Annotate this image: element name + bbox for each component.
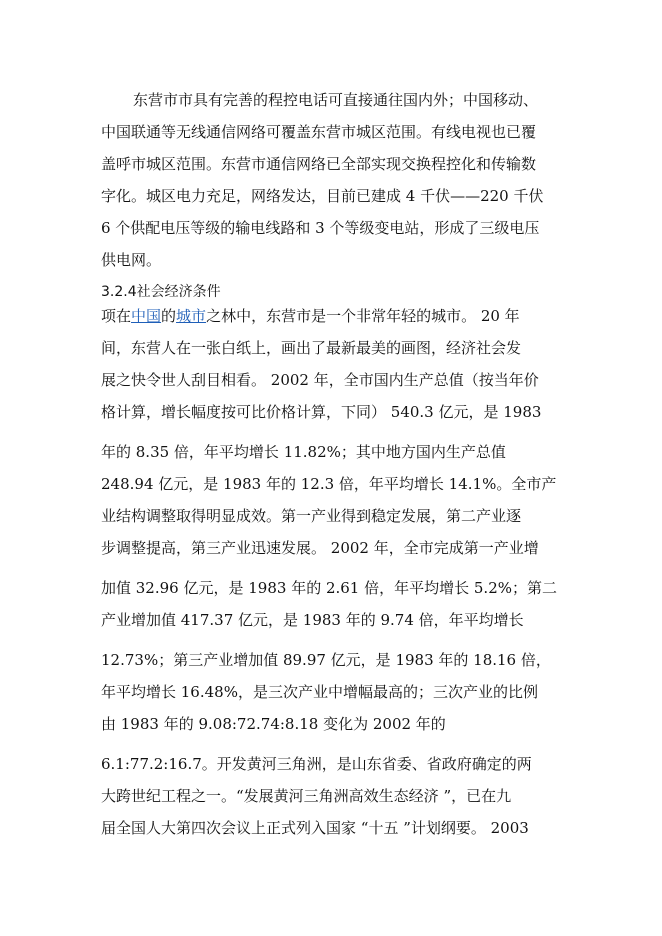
- paragraph-2-line-3: 展之快令世人刮目相看。 2002 年，全市国内生产总值（按当年价: [101, 371, 539, 389]
- paragraph-2-line-10: 产业增加值 417.37 亿元，是 1983 年的 9.74 倍，年平均增长: [101, 611, 524, 629]
- link-city[interactable]: 城市: [176, 307, 207, 325]
- paragraph-2-line-11: 12.73%；第三产业增加值 89.97 亿元，是 1983 年的 18.16 倍，: [101, 651, 551, 669]
- paragraph-1-line-2: 中国联通等无线通信网络可覆盖东营市城区范围。有线电视也已覆: [101, 123, 537, 141]
- paragraph-1-line-3: 盖呼市城区范围。东营市通信网络已全部实现交换程控化和传输数: [101, 155, 537, 173]
- link-china[interactable]: 中国: [131, 307, 162, 325]
- paragraph-2-line-1-post: 之林中，东营市是一个非常年轻的城市。 20 年: [206, 307, 520, 325]
- paragraph-2-line-6: 248.94 亿元，是 1983 年的 12.3 倍，年平均增长 14.1%。全市产: [101, 475, 557, 493]
- paragraph-2-line-1: [101, 306, 520, 326]
- paragraph-2-line-9: 加值 32.96 亿元，是 1983 年的 2.61 倍，年平均增长 5.2%；第二: [101, 579, 558, 597]
- paragraph-1-line-5: 6 个供配电压等级的输电线路和 3 个等级变电站，形成了三级电压: [101, 219, 540, 237]
- paragraph-1-line-6: 供电网。: [101, 251, 162, 269]
- paragraph-2-line-15: 大跨世纪工程之一。“发展黄河三角洲高效生态经济 ”，已在九: [101, 787, 512, 805]
- paragraph-2-line-1-mid: 的: [161, 307, 177, 325]
- paragraph-2-line-2: 间，东营人在一张白纸上，画出了最新最美的画图，经济社会发: [101, 339, 522, 357]
- paragraph-2-line-12: 年平均增长 16.48%，是三次产业中增幅最高的；三次产业的比例: [101, 683, 538, 701]
- paragraph-2-line-14: 6.1:77.2:16.7。开发黄河三角洲，是山东省委、省政府确定的两: [101, 755, 532, 773]
- paragraph-1-line-1: 东营市市具有完善的程控电话可直接通往国内外；中国移动、: [133, 91, 539, 109]
- paragraph-2-line-5: 年的 8.35 倍，年平均增长 11.82%；其中地方国内生产总值: [101, 443, 506, 461]
- paragraph-2-line-7: 业结构调整取得明显成效。第一产业得到稳定发展，第二产业逐: [101, 507, 522, 525]
- paragraph-2-line-13: 由 1983 年的 9.08:72.74:8.18 变化为 2002 年的: [101, 715, 446, 733]
- paragraph-1-line-4: 字化。城区电力充足，网络发达，目前已建成 4 千伏——220 千伏: [101, 187, 544, 205]
- paragraph-2-line-8: 步调整提高，第三产业迅速发展。 2002 年，全市完成第一产业增: [101, 539, 539, 557]
- paragraph-2-line-1-pre: 项在: [101, 307, 132, 325]
- paragraph-2-line-4: 格计算，增长幅度按可比价格计算，下同） 540.3 亿元，是 1983: [101, 403, 542, 421]
- paragraph-2-line-16: 届全国人大第四次会议上正式列入国家 “十五 ”计划纲要。 2003: [101, 819, 529, 837]
- section-heading: 3.2.4社会经济条件: [101, 284, 221, 300]
